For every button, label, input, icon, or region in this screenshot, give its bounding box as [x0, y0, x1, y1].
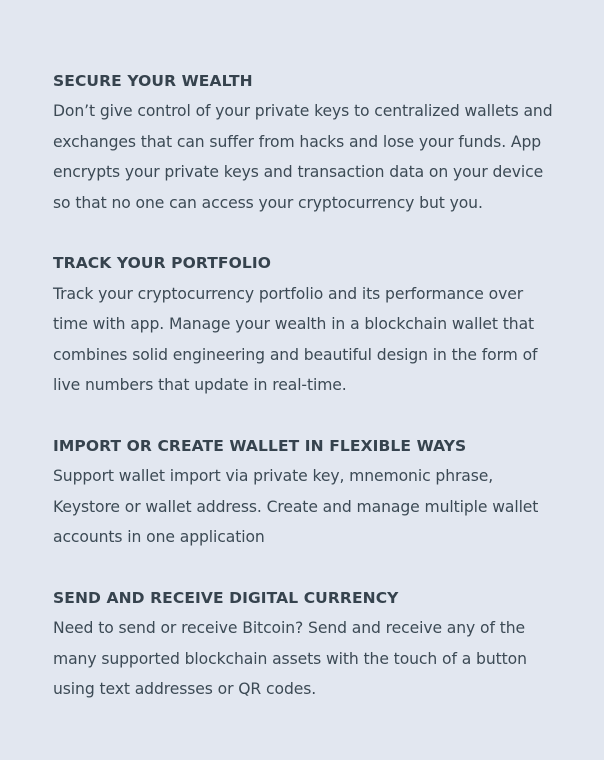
feature-text-line: using text addresses or QR codes. [53, 680, 317, 699]
feature-title: SECURE YOUR WEALTH [53, 72, 253, 90]
feature-text-line: combines solid engineering and beautiful design in the form of [53, 345, 538, 364]
feature-title: IMPORT OR CREATE WALLET IN FLEXIBLE WAYS [53, 436, 467, 455]
feature-text-line: live numbers that update in real-time. [53, 376, 347, 395]
feature-text-line: many supported blockchain assets with the touch of a button [53, 649, 527, 668]
feature-text-line: accounts in one application [53, 528, 265, 547]
feature-text-line: Need to send or receive Bitcoin? Send and receive any of the [53, 619, 526, 638]
features-list [53, 66, 573, 735]
feature-text-line: Track your cryptocurrency portfolio and its performance over [53, 284, 524, 303]
feature-text-line: exchanges that can suffer from hacks and lose your funds. App [53, 132, 542, 151]
feature-text-line: time with app. Manage your wealth in a blockchain wallet that [53, 315, 535, 334]
feature-text-line: so that no one can access your cryptocurrency but you. [53, 193, 483, 212]
feature-text-line: Keystore or wallet address. Create and manage multiple wallet [53, 497, 539, 516]
feature-title: TRACK YOUR PORTFOLIO [53, 254, 271, 273]
feature-text-line: Support wallet import via private key, mnemonic phrase, [53, 467, 494, 486]
feature-send-receive [53, 583, 573, 705]
feature-text-line: Don’t give control of your private keys to centralized wallets and [53, 102, 553, 121]
feature-import-wallet [53, 431, 573, 553]
feature-title: SEND AND RECEIVE DIGITAL CURRENCY [53, 588, 399, 607]
feature-track-portfolio [53, 248, 573, 400]
feature-secure-wealth [53, 66, 573, 218]
feature-text-line: encrypts your private keys and transaction data on your device [53, 163, 544, 182]
